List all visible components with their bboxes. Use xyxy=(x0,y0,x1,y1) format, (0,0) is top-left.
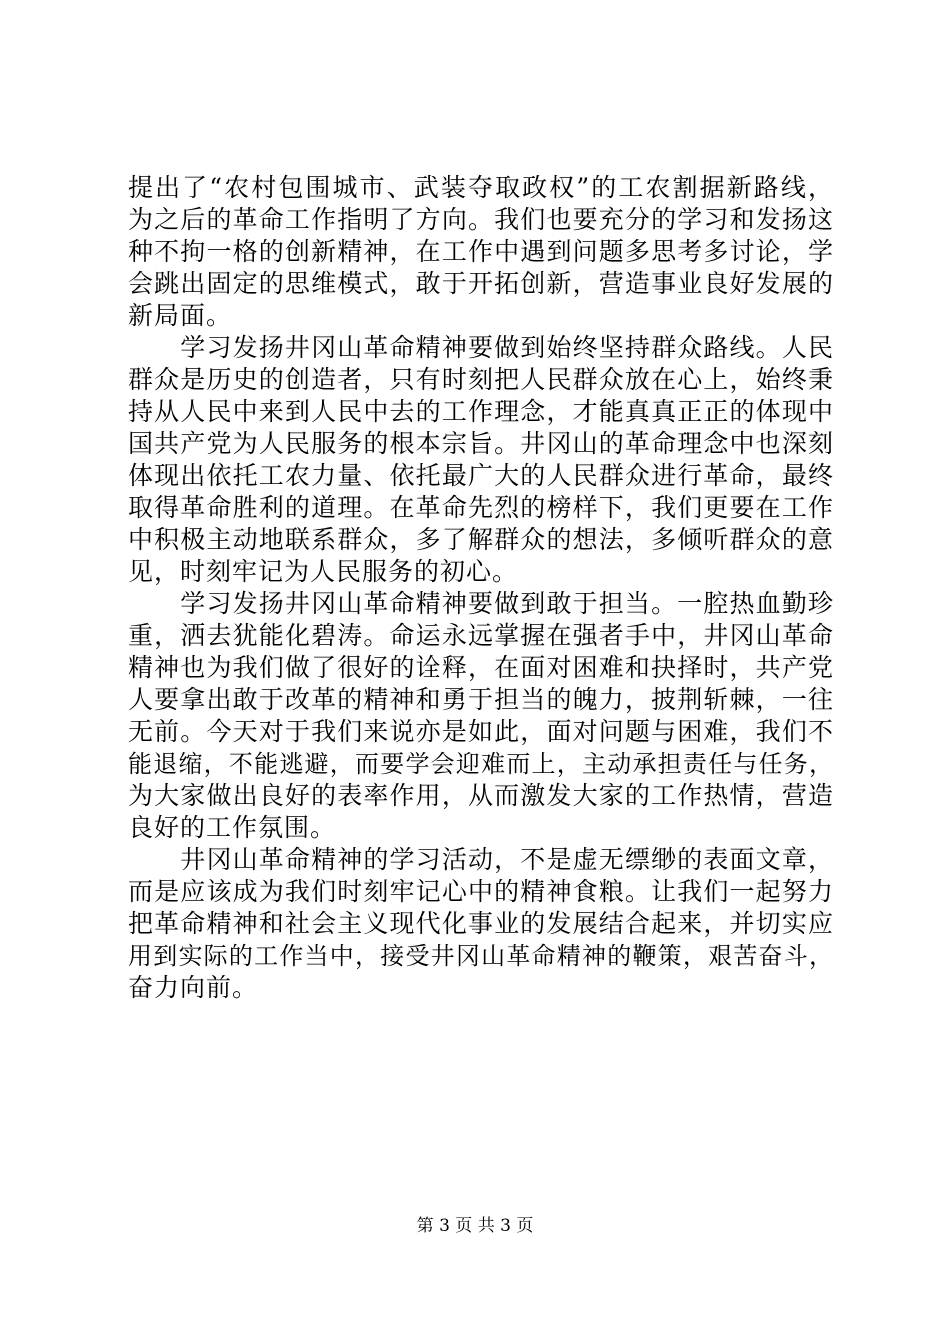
text-line: 学习发扬井冈山革命精神要做到敢于担当。一腔热血勤珍 xyxy=(128,589,834,618)
page-footer xyxy=(0,1215,950,1237)
text-line: 人要拿出敢于改革的精神和勇于担当的魄力，披荆斩棘，一往 xyxy=(128,685,834,714)
text-line: 新局面。 xyxy=(128,301,233,330)
text-line: 无前。今天对于我们来说亦是如此，面对问题与困难，我们不 xyxy=(128,717,834,746)
text-line: 井冈山革命精神的学习活动，不是虚无缥缈的表面文章， xyxy=(128,845,834,874)
text-line: 用到实际的工作当中，接受井冈山革命精神的鞭策，艰苦奋斗， xyxy=(128,942,834,970)
body-text xyxy=(128,172,834,1004)
text-line: 精神也为我们做了很好的诠释，在面对困难和抉择时，共产党 xyxy=(128,653,834,682)
text-line: 而是应该成为我们时刻牢记心中的精神食粮。让我们一起努力 xyxy=(128,877,834,906)
text-line: 提出了“农村包围城市、武装夺取政权”的工农割据新路线， xyxy=(128,173,834,202)
text-line: 持从人民中来到人民中去的工作理念，才能真真正正的体现中 xyxy=(128,397,834,426)
text-line: 为大家做出良好的表率作用，从而激发大家的工作热情，营造 xyxy=(128,781,834,810)
text-line: 国共产党为人民服务的根本宗旨。井冈山的革命理念中也深刻 xyxy=(128,429,834,458)
text-line: 重，洒去犹能化碧涛。命运永远掌握在强者手中，井冈山革命 xyxy=(128,621,834,650)
text-line: 体现出依托工农力量、依托最广大的人民群众进行革命，最终 xyxy=(128,461,834,490)
text-line: 群众是历史的创造者，只有时刻把人民群众放在心上，始终秉 xyxy=(128,365,834,394)
text-line: 见，时刻牢记为人民服务的初心。 xyxy=(128,557,519,586)
text-line: 中积极主动地联系群众，多了解群众的想法，多倾听群众的意 xyxy=(128,525,834,554)
text-line: 学习发扬井冈山革命精神要做到始终坚持群众路线。人民 xyxy=(128,333,834,362)
text-line: 会跳出固定的思维模式，敢于开拓创新，营造事业良好发展的 xyxy=(128,269,834,298)
text-line: 把革命精神和社会主义现代化事业的发展结合起来，并切实应 xyxy=(128,909,834,938)
page-number: 第 3 页 共 3 页 xyxy=(416,1216,534,1236)
text-line: 为之后的革命工作指明了方向。我们也要充分的学习和发扬这 xyxy=(128,205,834,234)
text-line: 能退缩，不能逃避，而要学会迎难而上，主动承担责任与任务， xyxy=(128,750,834,778)
text-line: 种不拘一格的创新精神，在工作中遇到问题多思考多讨论，学 xyxy=(128,237,834,266)
text-line: 奋力向前。 xyxy=(128,973,259,1002)
text-line: 取得革命胜利的道理。在革命先烈的榜样下，我们更要在工作 xyxy=(128,493,834,522)
text-line: 良好的工作氛围。 xyxy=(128,813,337,842)
